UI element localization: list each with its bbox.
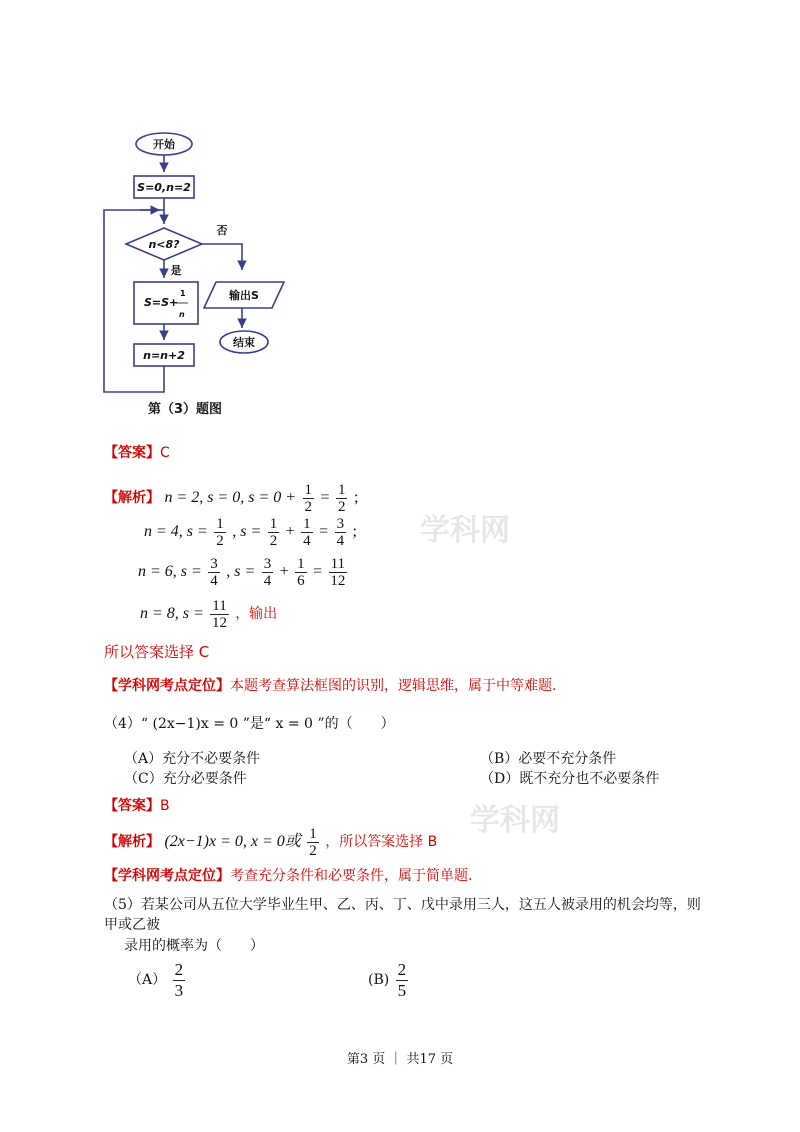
answer-value: B xyxy=(160,798,170,814)
no-label: 否 xyxy=(216,224,228,237)
math-expr: n = 2, s = 0, s = 0 + xyxy=(164,489,297,506)
output-note: ，输出 xyxy=(235,606,278,622)
fraction: $\frac{1}{2}$ xyxy=(304,481,313,515)
keypoint-tag: 【学科网考点定位】 xyxy=(104,868,230,884)
q3-conclusion: 所以答案选择 C xyxy=(104,643,210,661)
fraction: $\frac{1}{6}$ xyxy=(297,555,305,589)
math-expr: n = 6, s = xyxy=(138,563,202,580)
q4-option-a: （A）充分不必要条件 xyxy=(124,751,261,767)
init-label: S=0,n=2 xyxy=(137,181,191,194)
answer-value: C xyxy=(160,445,170,461)
flowchart-caption: 第（3）题图 xyxy=(148,402,223,417)
keypoint-text: 本题考查算法框图的识别，逻辑思维，属于中等难题. xyxy=(230,678,557,694)
analysis-tail: ，所以答案选择 B xyxy=(325,834,438,850)
q3-analysis-line4 xyxy=(140,596,277,632)
q3-keypoint xyxy=(104,676,556,696)
answer-tag: 【答案】 xyxy=(104,445,160,461)
q5-stem-line2: 录用的概率为（ ） xyxy=(124,938,264,954)
end-label: 结束 xyxy=(233,336,255,349)
fraction: $\frac{1}{2}$ xyxy=(269,515,278,549)
watermark: 学科网 xyxy=(420,513,510,548)
process-label: S=S+ xyxy=(144,296,179,309)
q3-answer xyxy=(104,443,170,463)
condition-label: n<8? xyxy=(148,238,180,251)
fraction: $\frac{1}{2}$ xyxy=(337,481,346,515)
q5-option-a: （A） $\frac{2}{3}$ xyxy=(128,959,184,1000)
q3-analysis-line1: 【解析】 n = 2, s = 0, s = 0 + $\frac{1}{2}$ = $\frac{1}{2}$ ; xyxy=(104,481,359,515)
process-frac-num: 1 xyxy=(180,289,186,298)
keypoint-text: 考查充分条件和必要条件，属于简单题. xyxy=(230,868,473,884)
q4-option-b: （B）必要不充分条件 xyxy=(480,751,617,767)
fraction: $\frac{11}{12}$ xyxy=(212,597,227,631)
fraction: $\frac{2}{5}$ xyxy=(397,959,407,1000)
q4-answer xyxy=(104,796,170,816)
fraction: $\frac{1}{4}$ xyxy=(303,515,311,549)
analysis-tag: 【解析】 xyxy=(104,490,160,506)
math-expr: n = 4, s = xyxy=(144,523,208,540)
answer-tag: 【答案】 xyxy=(104,798,160,814)
fraction: $\frac{3}{4}$ xyxy=(336,515,345,549)
fraction: $\frac{2}{3}$ xyxy=(174,959,184,1000)
watermark: 学科网 xyxy=(470,803,560,838)
page-footer: 第3 页 ｜ 共17 页 xyxy=(346,1052,454,1067)
analysis-tag: 【解析】 xyxy=(104,834,160,850)
q3-analysis-line2: n = 4, s = $\frac{1}{2}$ , s = $\frac{1}{2}$ + $\frac{1}{4}$ = $\frac{3}{4}$ ; xyxy=(144,515,357,549)
q4-option-c: （C）充分必要条件 xyxy=(124,771,247,787)
q3-analysis-line3: n = 6, s = $\frac{3}{4}$ , s = $\frac{3}{4}$ + $\frac{1}{6}$ = $\frac{11}{12}$ xyxy=(138,555,346,589)
q5-option-b: (B) $\frac{2}{5}$ xyxy=(368,959,407,1000)
fraction: $\frac{3}{4}$ xyxy=(210,555,218,589)
fraction: $\frac{3}{4}$ xyxy=(263,555,272,589)
q5-stem-line1: （5）若某公司从五位大学毕业生甲、乙、丙、丁、戊中录用三人，这五人被录用的机会均等，则甲或乙被 xyxy=(104,897,701,933)
flowchart xyxy=(100,128,300,418)
math-expr: (2x−1)x = 0, x = 0或 xyxy=(164,833,301,850)
process-frac-den: n xyxy=(179,310,185,319)
yes-label: 是 xyxy=(170,264,182,277)
keypoint-tag: 【学科网考点定位】 xyxy=(104,678,230,694)
start-label: 开始 xyxy=(153,138,175,151)
fraction: $\frac{1}{2}$ xyxy=(216,515,224,549)
increment-label: n=n+2 xyxy=(143,349,185,362)
output-label: 输出S xyxy=(229,289,259,302)
q4-option-d: （D）既不充分也不必要条件 xyxy=(480,771,660,787)
math-expr: n = 8, s = xyxy=(140,605,204,622)
fraction: $\frac{1}{2}$ xyxy=(309,825,317,859)
q4-stem: （4）“ (2x−1)x = 0 ”是“ x = 0 ”的（ ） xyxy=(104,716,395,732)
fraction: $\frac{11}{12}$ xyxy=(330,555,346,589)
q4-analysis xyxy=(104,824,437,860)
q4-keypoint xyxy=(104,866,472,886)
